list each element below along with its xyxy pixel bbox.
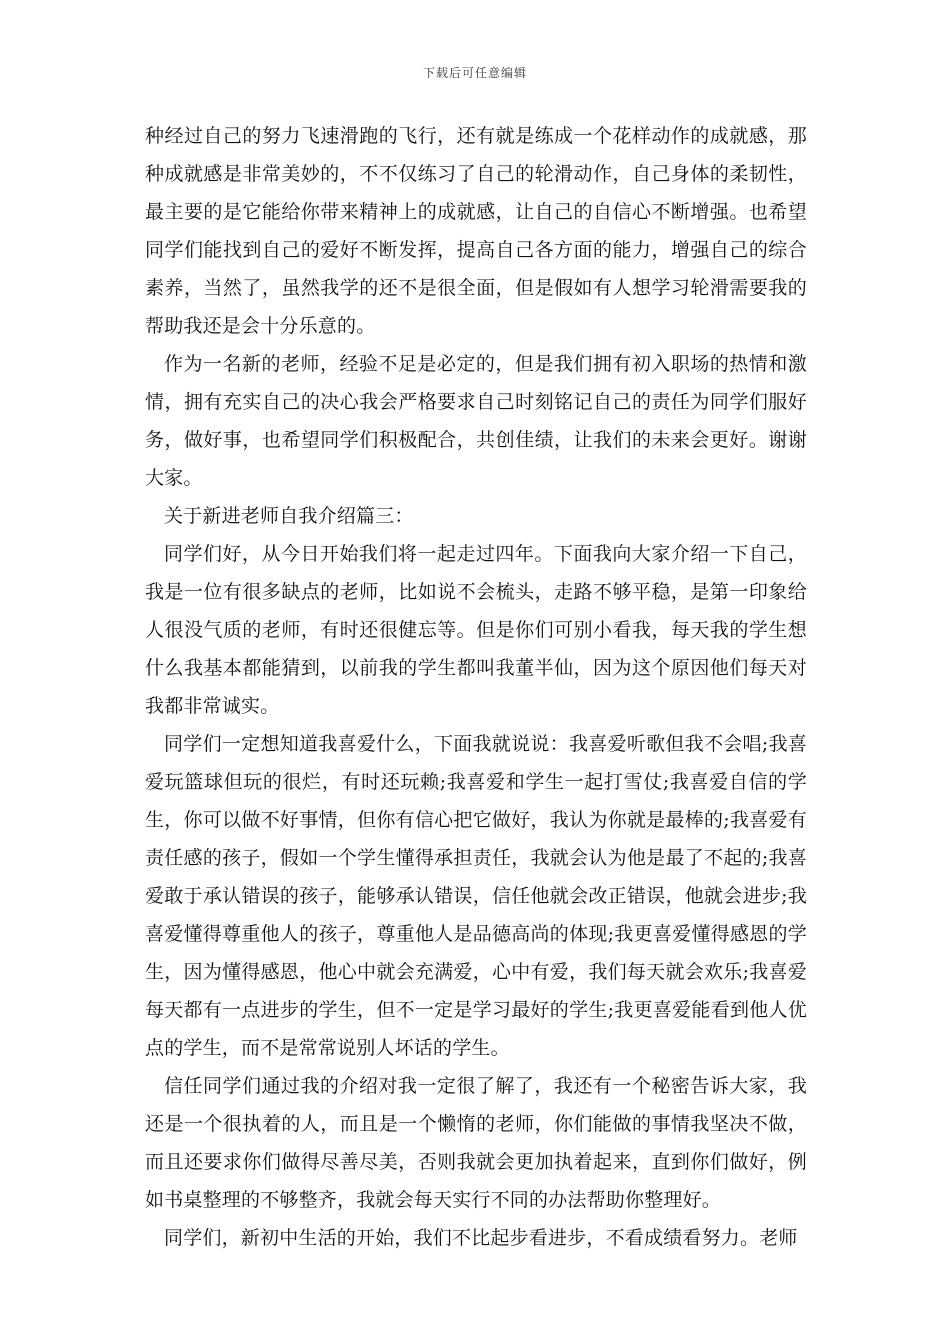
- paragraph-5: 信任同学们通过我的介绍对我一定很了解了，我还有一个秘密告诉大家，我还是一个很执着的人，而且是一个懒惰的老师，你们能做的事情我坚决不做，而且还要求你们做得尽善尽美，否则我就会更加执着起来，直到你们做好，例如书桌整理的不够整齐，我就会每天实行不同的办法帮助你整理好。: [145, 1075, 807, 1211]
- paragraph-6: 同学们，新初中生活的开始，我们不比起步看进步，不看成绩看努力。老师: [164, 1227, 798, 1249]
- header-note: 下载后可任意编辑: [422, 66, 527, 80]
- section-heading: 关于新进老师自我介绍篇三：: [164, 505, 414, 527]
- paragraph-2: 作为一名新的老师，经验不足是必定的，但是我们拥有初入职场的热情和激情，拥有充实自己的决心我会严格要求自己时刻铭记自己的责任为同学们服好务，做好事，也希望同学们积极配合，共创佳绩，让我们的未来会更好。谢谢大家。: [145, 353, 807, 489]
- paragraph-1: 种经过自己的努力飞速滑跑的飞行，还有就是练成一个花样动作的成就感，那种成就感是非常美妙的，不不仅练习了自己的轮滑动作，自己身体的柔韧性，最主要的是它能给你带来精神上的成就感，让自己的自信心不断增强。也希望同学们能找到自己的爱好不断发挥，提高自己各方面的能力，增强自己的综合素养，当然了，虽然我学的还不是很全面，但是假如有人想学习轮滑需要我的帮助我还是会十分乐意的。: [145, 125, 807, 337]
- document-body: [145, 117, 807, 1257]
- paragraph-4: 同学们一定想知道我喜爱什么，下面我就说说：我喜爱听歌但我不会唱;我喜爱玩篮球但玩的很烂，有时还玩赖;我喜爱和学生一起打雪仗;我喜爱自信的学生，你可以做不好事情，但你有信心把它做好，我认为你就是最棒的;我喜爱有责任感的孩子，假如一个学生懂得承担责任，我就会认为他是最了不起的;我喜爱敢于承认错误的孩子，能够承认错误，信任他就会改正错误，他就会进步;我喜爱懂得尊重他人的孩子，尊重他人是品德高尚的体现;我更喜爱懂得感恩的学生，因为懂得感恩，他心中就会充满爱，心中有爱，我们每天就会欢乐;我喜爱每天都有一点进步的学生，但不一定是学习最好的学生;我更喜爱能看到他人优点的学生，而不是常常说别人坏话的学生。: [145, 733, 807, 1059]
- paragraph-3: 同学们好，从今日开始我们将一起走过四年。下面我向大家介绍一下自己，我是一位有很多缺点的老师，比如说不会梳头，走路不够平稳，是第一印象给人很没气质的老师，有时还很健忘等。但是你们可别小看我，每天我的学生想什么我基本都能猜到，以前我的学生都叫我董半仙，因为这个原因他们每天对我都非常诚实。: [145, 543, 807, 717]
